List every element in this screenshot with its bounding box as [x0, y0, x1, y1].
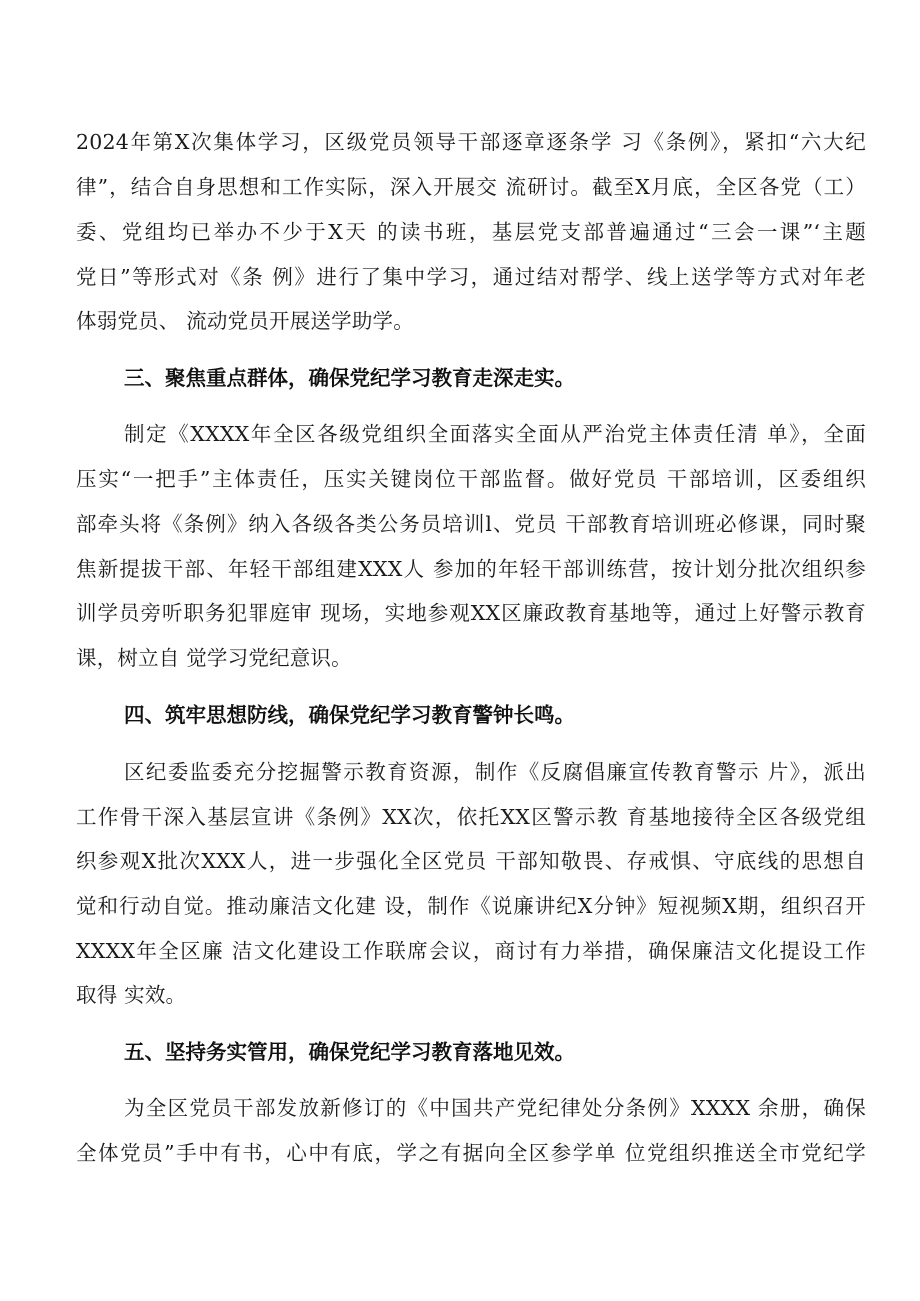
- paragraph-line: 制定《XXXX年全区各级党组织全面落实全面从严治党主体责任清 单》，全面: [124, 422, 866, 446]
- paragraph-line: 委、党组均已举办不少于X天 的读书班，基层党支部普遍通过“三会一课”‘主题: [76, 220, 866, 244]
- paragraph-line: 为全区党员干部发放新修订的《中国共产党纪律处分条例》XXXX 余册，确保: [124, 1096, 866, 1120]
- section-heading-5: 五、坚持务实管用，确保党纪学习教育落地见效。: [124, 1040, 575, 1064]
- paragraph-line: 2024年第X次集体学习，区级党员领导干部逐章逐条学 习《条例》，紧扣“六大纪: [76, 130, 866, 154]
- paragraph-line: 全体党员”手中有书，心中有底，学之有据向全区参学单 位党组织推送全市党纪学: [76, 1141, 866, 1165]
- paragraph-line: 觉和行动自觉。推动廉洁文化建 设，制作《说廉讲纪X分钟》短视频X期，组织召开: [76, 894, 866, 918]
- paragraph-line: XXXX年全区廉 洁文化建设工作联席会议，商讨有力举措，确保廉洁文化提设工作: [76, 939, 866, 963]
- paragraph-line: 工作骨干深入基层宣讲《条例》XX次，依托XX区警示教 育基地接待全区各级党组: [76, 805, 866, 829]
- section-heading-3: 三、聚焦重点群体，确保党纪学习教育走深走实。: [124, 366, 575, 390]
- paragraph-line: 压实“一把手”主体责任，压实关键岗位干部监督。做好党员 干部培训，区委组织: [76, 467, 866, 491]
- paragraph-line: 织参观X批次XXX人，进一步强化全区党员 干部知敬畏、存戒惧、守底线的思想自: [76, 849, 866, 873]
- paragraph-line: 党日”等形式对《条 例》进行了集中学习，通过结对帮学、线上送学等方式对年老: [76, 265, 866, 289]
- section-heading-4: 四、筑牢思想防线，确保党纪学习教育警钟长鸣。: [124, 703, 575, 727]
- paragraph-line: 课，树立自 觉学习党纪意识。: [76, 646, 352, 670]
- paragraph-line: 训学员旁听职务犯罪庭审 现场，实地参观XX区廉政教育基地等，通过上好警示教育: [76, 601, 866, 625]
- paragraph-line: 焦新提拔干部、年轻干部组建XXX人 参加的年轻干部训练营，按计划分批次组织参: [76, 557, 866, 581]
- paragraph-line: 体弱党员、 流动党员开展送学助学。: [76, 309, 414, 333]
- paragraph-line: 区纪委监委充分挖掘警示教育资源，制作《反腐倡廉宣传教育警示 片》，派出: [124, 760, 866, 784]
- paragraph-line: 部牵头将《条例》纳入各级各类公务员培训l、党员 干部教育培训班必修课，同时聚: [76, 512, 866, 536]
- paragraph-line: 取得 实效。: [76, 983, 187, 1007]
- paragraph-line: 律”，结合自身思想和工作实际，深入开展交 流研讨。截至X月底，全区各党（工）: [76, 175, 866, 199]
